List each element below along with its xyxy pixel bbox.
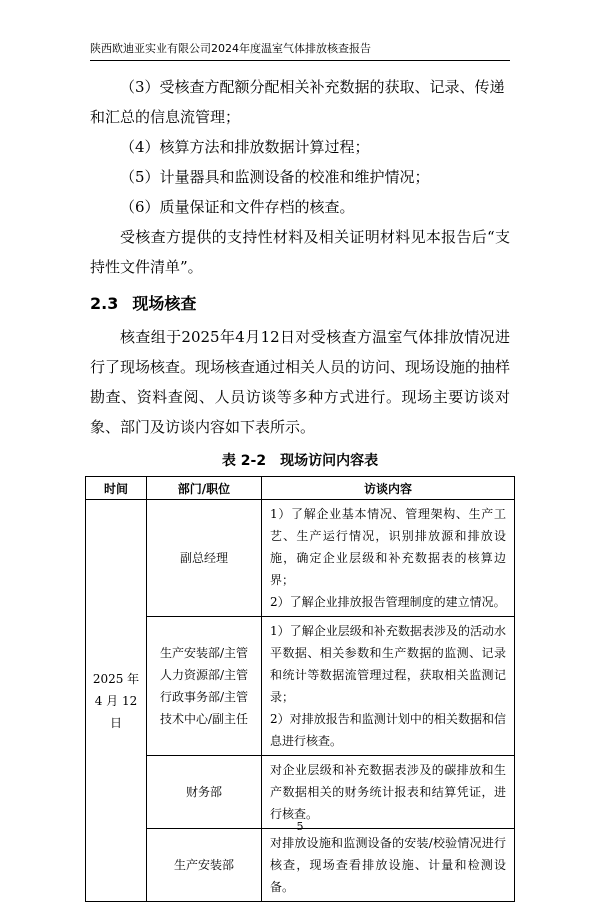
dept-line: 行政事务部/主管 — [159, 690, 249, 704]
interview-table — [85, 476, 515, 902]
dept-cell — [147, 756, 262, 829]
list-item: （5）计量器具和监测设备的校准和维护情况； — [120, 168, 430, 186]
content-line: 对排放设施和监测设备的安装/校验情况进行核查，现场查看排放设施、计量和检测设备。 — [270, 836, 506, 894]
dept-line: 生产安装部 — [173, 858, 234, 872]
dept-cell — [147, 829, 262, 902]
table-row — [86, 756, 515, 829]
header-time: 时间 — [86, 477, 147, 500]
table-title: 现场访问内容表 — [280, 453, 379, 469]
time-day: 4 月 12 日 — [94, 693, 138, 730]
content-cell — [262, 617, 515, 756]
dept-line: 副总经理 — [179, 551, 228, 565]
dept-line: 生产安装部/主管 — [159, 646, 249, 660]
dept-cell — [147, 617, 262, 756]
section-title: 现场核查 — [132, 294, 197, 313]
table-number: 表 2-2 — [221, 453, 267, 469]
section-number: 2.3 — [90, 294, 119, 313]
dept-line: 技术中心/副主任 — [159, 712, 249, 726]
table-row — [86, 829, 515, 902]
list-item: （3）受核查方配额分配相关补充数据的获取、记录、传递和汇总的信息流管理； — [90, 78, 505, 126]
content-cell — [262, 500, 515, 617]
content-line: 对企业层级和补充数据表涉及的碳排放和生产数据相关的财务统计报表和结算凭证，进行核查。 — [270, 763, 506, 821]
table-row — [86, 500, 515, 617]
page-header — [90, 40, 510, 61]
list-item: （4）核算方法和排放数据计算过程； — [120, 138, 370, 156]
dept-line: 财务部 — [185, 785, 222, 799]
paragraph-site-verification: 核查组于2025年4月12日对受核查方温室气体排放情况进行了现场核查。现场核查通过相关人员的访问、现场设施的抽样勘查、资料查阅、人员访谈等多种方式进行。现场主要访谈对象、部门及访谈内容如下表所示。 — [90, 328, 511, 436]
time-year: 2025 年 — [92, 671, 140, 686]
paragraph-supporting-docs: 受核查方提供的支持性材料及相关证明材料见本报告后“支持性文件清单”。 — [90, 228, 510, 276]
content-line: 2）了解企业排放报告管理制度的建立情况。 — [270, 595, 506, 609]
header-content: 访谈内容 — [262, 477, 515, 500]
list-item: （6）质量保证和文件存档的核查。 — [120, 198, 355, 216]
dept-line: 人力资源部/主管 — [159, 668, 249, 682]
table-header-row — [86, 477, 515, 500]
page-number: 5 — [296, 820, 304, 833]
content-line: 2）对排放报告和监测计划中的相关数据和信息进行核查。 — [270, 712, 506, 748]
content-line: 1）了解企业基本情况、管理架构、生产工艺、生产运行情况，识别排放源和排放设施，确定企业层级和补充数据表的核算边界； — [270, 507, 506, 587]
page-content — [90, 72, 510, 902]
table-caption — [90, 450, 510, 470]
content-cell — [262, 829, 515, 902]
header-title: 陕西欧迪亚实业有限公司2024年度温室气体排放核查报告 — [90, 42, 371, 55]
content-line: 1）了解企业层级和补充数据表涉及的活动水平数据、相关参数和生产数据的监测、记录和统计等数据流管理过程，获取相关监测记录； — [270, 624, 506, 704]
header-dept: 部门/职位 — [147, 477, 262, 500]
dept-cell — [147, 500, 262, 617]
table-row — [86, 617, 515, 756]
time-cell — [86, 500, 147, 902]
content-cell — [262, 756, 515, 829]
section-heading — [90, 290, 510, 318]
